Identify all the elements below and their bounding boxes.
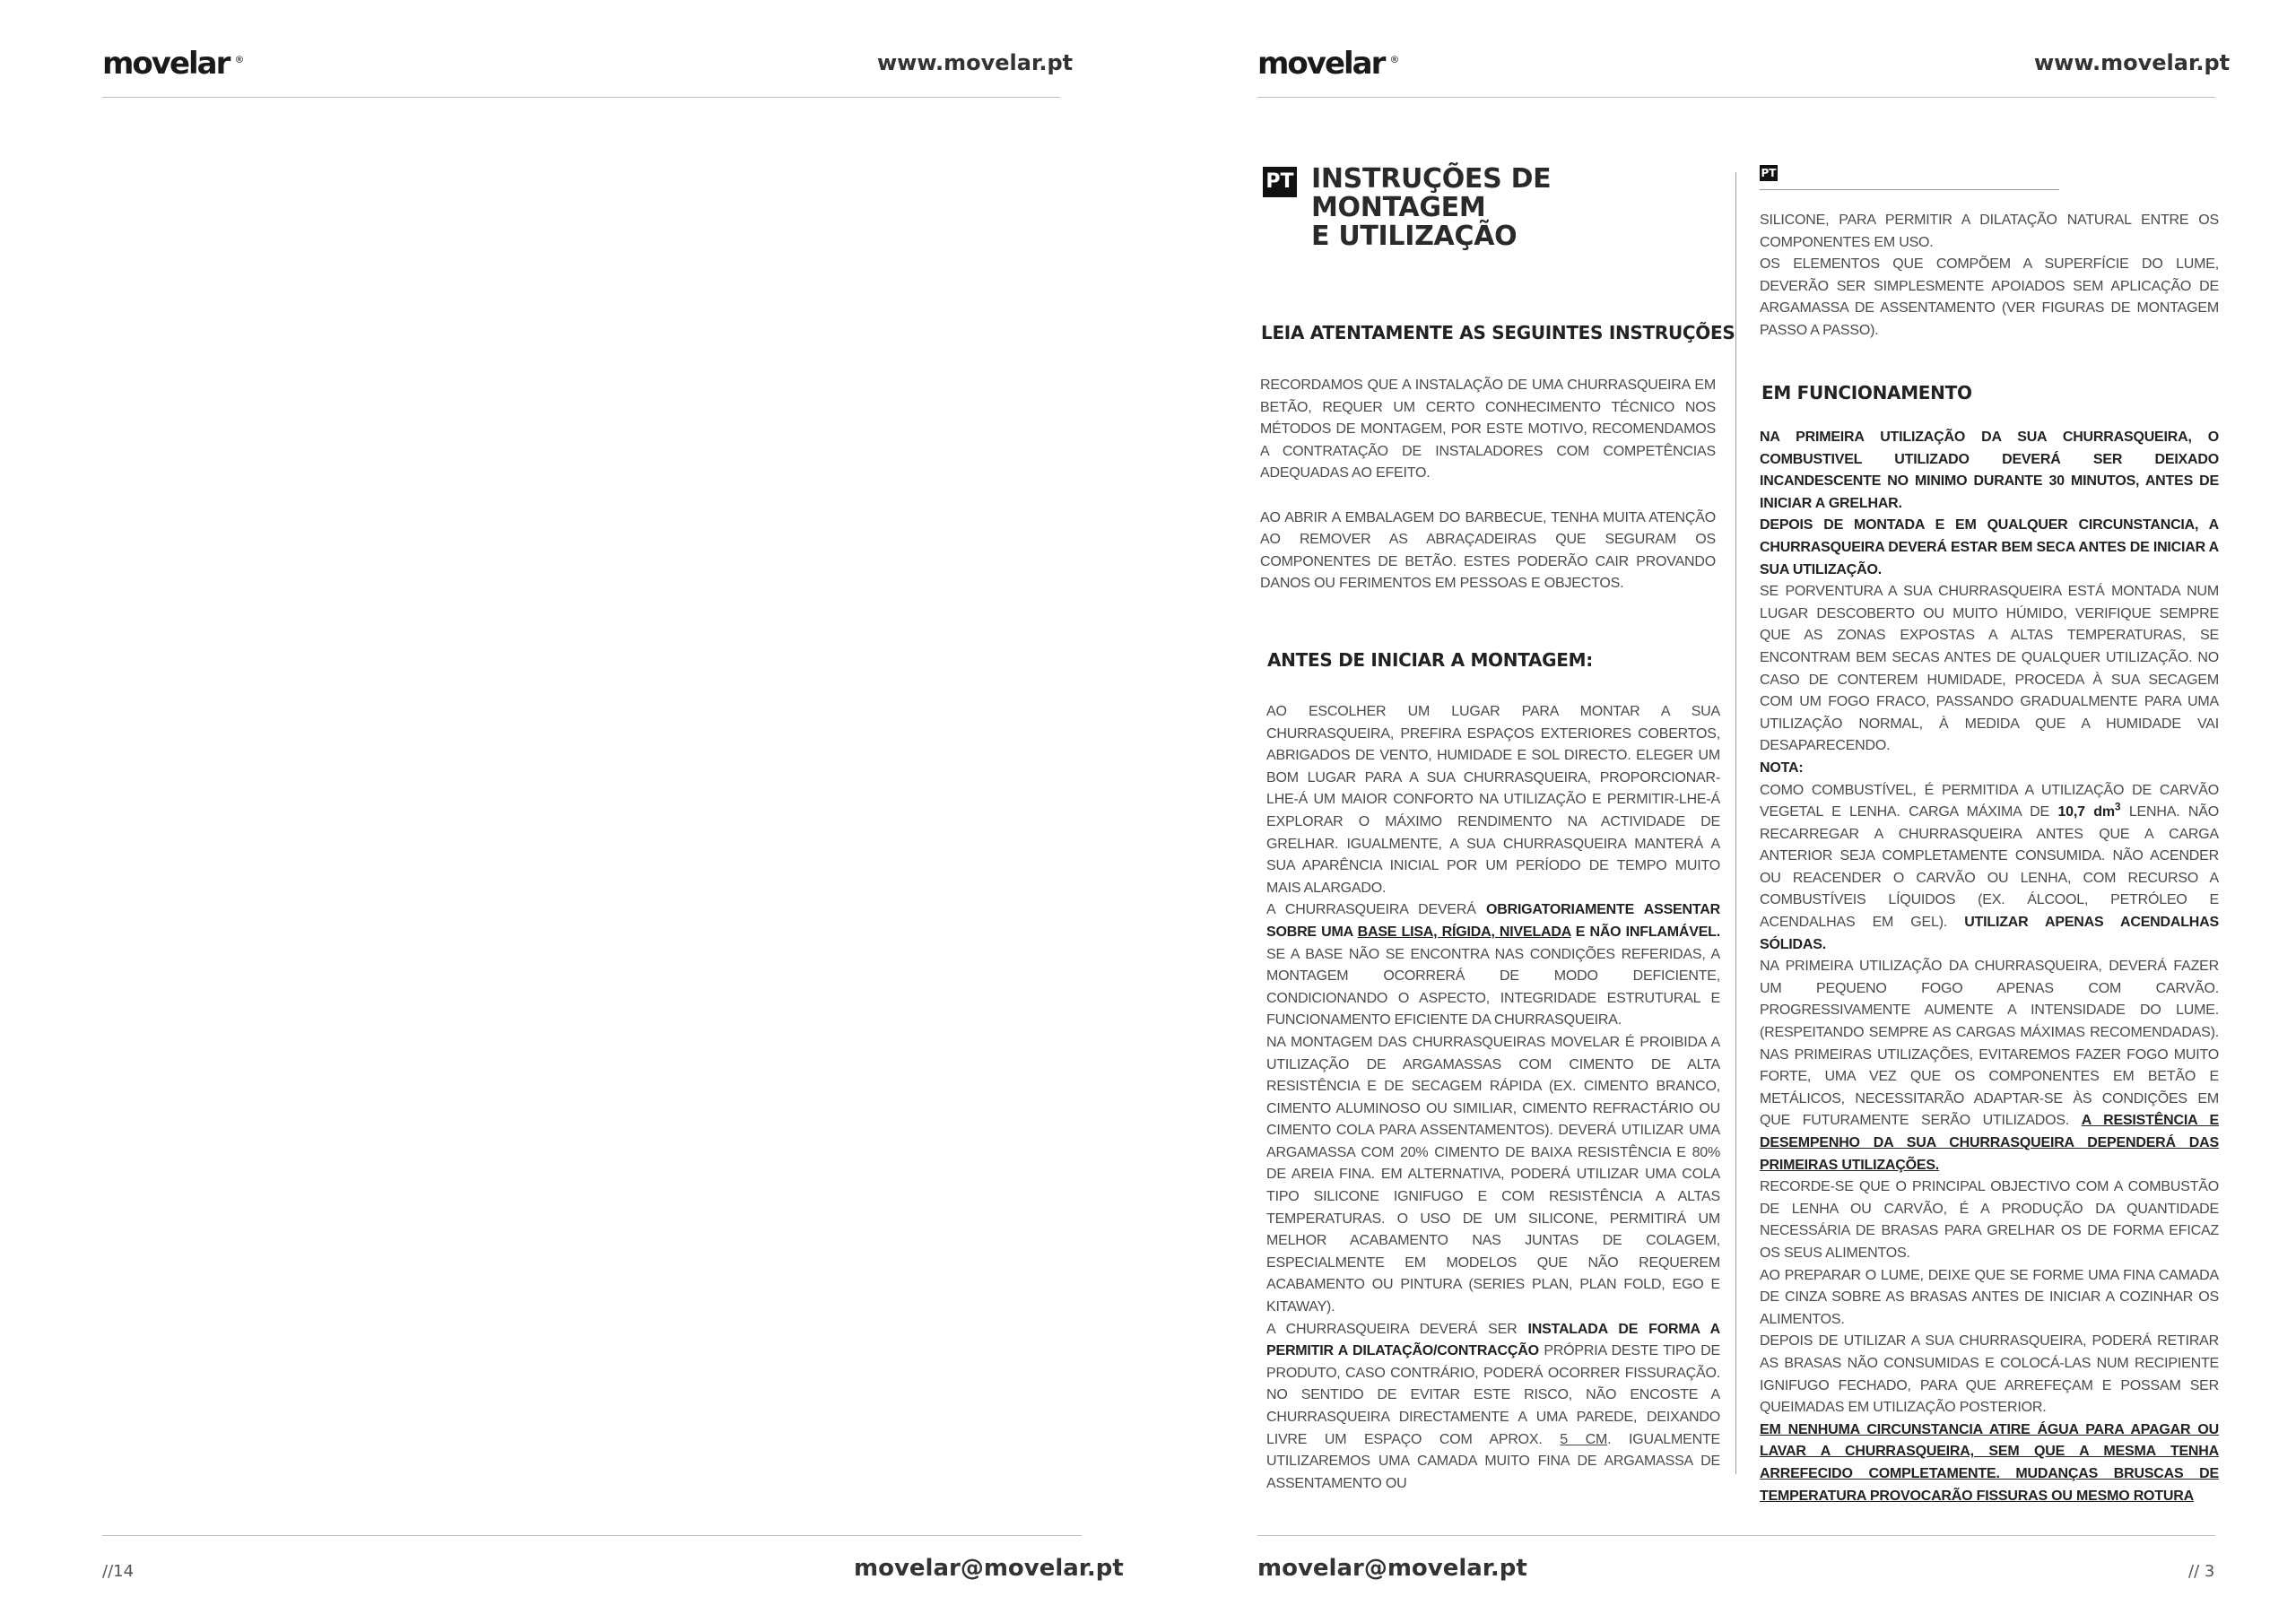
paragraph: AO ESCOLHER UM LUGAR PARA MONTAR A SUA CHURRASQUEIRA, PREFIRA ESPAÇOS EXTERIORES COBERTOS, ABRIGADOS DE VENTO, HUMIDADE E SOL DIRECTO. ELEGER UM BOM LUGAR PARA A SUA CHURRASQUEIRA, PROPORCIONAR-LHE-Á UM MAIOR CONFORTO NA UTILIZAÇÃO E PERMITIR-LHE-Á EXPLORAR O MÁXIMO RENDIMENTO NA ACTIVIDADE DE GRELHAR. IGUALMENTE, A SUA CHURRASQUEIRA MANTERÁ A SUA APARÊNCIA INICIAL POR UM PERÍODO DE TEMPO MUITO MAIS ALARGADO. xyxy=(1266,704,1720,896)
paragraph: AO ABRIR A EMBALAGEM DO BARBECUE, TENHA MUITA ATENÇÃO AO REMOVER AS ABRAÇADEIRAS QUE SEGURAM OS COMPONENTES DE BETÃO. ESTES PODERÃO CAIR PROVANDO DANOS OU FERIMENTOS EM PESSOAS E OBJECTOS. xyxy=(1260,509,1716,592)
right-footer-email[interactable]: movelar@movelar.pt xyxy=(1257,1555,1527,1582)
paragraph: A CHURRASQUEIRA DEVERÁ SER INSTALADA DE FORMA A PERMITIR A DILATAÇÃO/CONTRACÇÃO PRÓPRIA DESTE TIPO DE PRODUTO, CASO CONTRÁRIO, PODERÁ OCORRER FISSURAÇÃO. NO SENTIDO DE EVITAR ESTE RISCO, NÃO ENCOSTE A CHURRASQUEIRA DIRECTAMENTE A UMA PAREDE, DEIXANDO LIVRE UM ESPAÇO COM APROX. 5 CM. IGUALMENTE UTILIZAREMOS UMA CAMADA MUITO FINA DE ARGAMASSA DE ASSENTAMENTO OU xyxy=(1266,1321,1720,1491)
right-logo: movelar ® xyxy=(1257,46,1400,82)
paragraph: RECORDAMOS QUE A INSTALAÇÃO DE UMA CHURRASQUEIRA EM BETÃO, REQUER UM CERTO CONHECIMENTO TÉCNICO NOS MÉTODOS DE MONTAGEM, POR ESTE MOTIVO, RECOMENDAMOS A CONTRATAÇÃO DE INSTALADORES COM COMPETÊNCIAS ADEQUADAS AO EFEITO. xyxy=(1260,378,1716,482)
left-page-number: //14 xyxy=(102,1562,135,1581)
paragraph: SE PORVENTURA A SUA CHURRASQUEIRA ESTÁ MONTADA NUM LUGAR DESCOBERTO OU MUITO HÚMIDO, VERIFIQUE SEMPRE QUE AS ZONAS EXPOSTAS A ALTAS TEMPERATURAS, SE ENCONTRAM BEM SECAS ANTES DE QUALQUER UTILIZAÇÃO. NO CASO DE CONTEREM HUMIDADE, PROCEDA À SUA SECAGEM COM UM FOGO FRACO, PASSANDO GRADUALMENTE PARA UMA UTILIZAÇÃO NORMAL, À MEDIDA QUE A HUMIDADE VAI DESAPARECENDO. xyxy=(1760,584,2219,754)
note-label: NOTA: xyxy=(1760,759,1804,776)
heading-read-instructions: LEIA ATENTAMENTE AS SEGUINTES INSTRUÇÕES xyxy=(1261,322,1735,343)
continued-text-block xyxy=(1760,210,2219,343)
paragraph: SILICONE, PARA PERMITIR A DILATAÇÃO NATURAL ENTRE OS COMPONENTES EM USO. xyxy=(1760,213,2219,250)
assembly-text-block xyxy=(1266,701,1720,1495)
right-page-number: // 3 xyxy=(2188,1562,2215,1581)
left-logo: movelar ® xyxy=(102,46,245,82)
paragraph: NA MONTAGEM DAS CHURRASQUEIRAS MOVELAR É PROIBIDA A UTILIZAÇÃO DE ARGAMASSAS COM CIMENTO DE ALTA RESISTÊNCIA E DE SECAGEM RÁPIDA (EX. CIMENTO BRANCO, CIMENTO ALUMINOSO OU SIMILIAR, CIMENTO REFRACTÁRIO OU CIMENTO COLA PARA ASSENTAMENTOS). DEVERÁ UTILIZAR UMA ARGAMASSA COM 20% CIMENTO DE BAIXA RESISTÊNCIA E 80% DE AREIA FINA. EM ALTERNATIVA, PODERÁ UTILIZAR UMA COLA TIPO SILICONE IGNIFUGO E COM RESISTÊNCIA A ALTAS TEMPERATURAS. O USO DE UM SILICONE, PERMITIRÁ UM MELHOR ACABAMENTO NAS JUNTAS DE COLAGEM, ESPECIALMENTE EM MODELOS QUE NÃO REQUEREM ACABAMENTO OU PINTURA (SERIES PLAN, PLAN FOLD, EGO E KITAWAY). xyxy=(1266,1034,1720,1315)
right-header-url[interactable]: www.movelar.pt xyxy=(2034,50,2231,75)
left-footer-rule xyxy=(102,1535,1082,1536)
language-badge: PT xyxy=(1263,167,1297,197)
language-badge-small: PT xyxy=(1761,167,1777,179)
left-header-url[interactable]: www.movelar.pt xyxy=(877,50,1074,75)
paragraph: A CHURRASQUEIRA DEVERÁ OBRIGATORIAMENTE ASSENTAR SOBRE UMA BASE LISA, RÍGIDA, NIVELADA E NÃO INFLAMÁVEL. SE A BASE NÃO SE ENCONTRA NAS CONDIÇÕES REFERIDAS, A MONTAGEM OCORRERÁ DE MODO DEFICIENTE, CONDICIONANDO O ASPECTO, INTEGRIDADE ESTRUTURAL E FUNCIONAMENTO EFICIENTE DA CHURRASQUEIRA. xyxy=(1266,902,1720,1028)
paragraph: NA PRIMEIRA UTILIZAÇÃO DA CHURRASQUEIRA, DEVERÁ FAZER UM PEQUENO FOGO APENAS COM CARVÃO. PROGRESSIVAMENTE AUMENTE A INTENSIDADE DO LUME. (RESPEITANDO SEMPRE AS CARGAS MÁXIMAS RECOMENDADAS). NAS PRIMEIRAS UTILIZAÇÕES, EVITAREMOS FAZER FOGO MUITO FORTE, UMA VEZ QUE OS COMPONENTES EM BETÃO E METÁLICOS, NECESSITARÃO ADAPTAR-SE ÀS CONDIÇÕES EM QUE FUTURAMENTE SERÃO UTILIZADOS. A RESISTÊNCIA E DESEMPENHO DA SUA CHURRASQUEIRA DEPENDERÁ DAS PRIMEIRAS UTILIZAÇÕES. xyxy=(1760,959,2219,1173)
paragraph: NA PRIMEIRA UTILIZAÇÃO DA SUA CHURRASQUEIRA, O COMBUSTIVEL UTILIZADO DEVERÁ SER DEIXADO INCANDESCENTE NO MINIMO DURANTE 30 MINUTOS, ANTES DE INICIAR A GRELHAR. xyxy=(1760,430,2219,511)
operation-text-block xyxy=(1760,427,2219,1507)
right-footer-rule xyxy=(1257,1535,2215,1536)
paragraph: EM NENHUMA CIRCUNSTANCIA ATIRE ÁGUA PARA APAGAR OU LAVAR A CHURRASQUEIRA, SEM QUE A MESMA TENHA ARREFECIDO COMPLETAMENTE. MUDANÇAS BRUSCAS DE TEMPERATURA PROVOCARÃO FISSURAS OU MESMO ROTURA xyxy=(1760,1421,2219,1504)
column-header-rule xyxy=(1760,189,2059,190)
paragraph: DEPOIS DE UTILIZAR A SUA CHURRASQUEIRA, PODERÁ RETIRAR AS BRASAS NÃO CONSUMIDAS E COLOCÁ-LAS NUM RECIPIENTE IGNIFUGO FECHADO, PARA QUE ARREFEÇAM E POSSAM SER QUEIMADAS EM UTILIZAÇÃO POSTERIOR. xyxy=(1760,1333,2219,1416)
paragraph: RECORDE-SE QUE O PRINCIPAL OBJECTIVO COM A COMBUSTÃO DE LENHA OU CARVÃO, É A PRODUÇÃO DA QUANTIDADE NECESSÁRIA DE BRASAS PARA GRELHAR OS DE FORMA EFICAZ OS SEUS ALIMENTOS. xyxy=(1760,1179,2219,1261)
heading-before-assembly: ANTES DE INICIAR A MONTAGEM: xyxy=(1267,649,1593,671)
page-title: INSTRUÇÕES DE MONTAGEM E UTILIZAÇÃO xyxy=(1311,163,1552,252)
left-header-rule xyxy=(102,97,1060,98)
paragraph: DEPOIS DE MONTADA E EM QUALQUER CIRCUNSTANCIA, A CHURRASQUEIRA DEVERÁ ESTAR BEM SECA ANTES DE INICIAR A SUA UTILIZAÇÃO. xyxy=(1760,517,2219,577)
paragraph: OS ELEMENTOS QUE COMPÕEM A SUPERFÍCIE DO LUME, DEVERÃO SER SIMPLESMENTE APOIADOS SEM APLICAÇÃO DE ARGAMASSA DE ASSENTAMENTO (VER FIGURAS DE MONTAGEM PASSO A PASSO). xyxy=(1760,256,2219,338)
right-header-rule xyxy=(1257,97,2215,98)
heading-operation: EM FUNCIONAMENTO xyxy=(1761,382,1972,404)
paragraph: AO PREPARAR O LUME, DEIXE QUE SE FORME UMA FINA CAMADA DE CINZA SOBRE AS BRASAS ANTES DE INICIAR A COZINHAR OS ALIMENTOS. xyxy=(1760,1267,2219,1327)
column-divider xyxy=(1735,172,1736,1474)
left-footer-email[interactable]: movelar@movelar.pt xyxy=(854,1555,1124,1582)
intro-text-block xyxy=(1260,375,1716,595)
paragraph: COMO COMBUSTÍVEL, É PERMITIDA A UTILIZAÇÃO DE CARVÃO VEGETAL E LENHA. CARGA MÁXIMA DE 10,7 $dm^3$ LENHA. NÃO RECARREGAR A CHURRASQUEIRA ANTES QUE A CARGA ANTERIOR SEJA COMPLETAMENTE CONSUMIDA. NÃO ACENDER OU REACENDER O CARVÃO OU LENHA, COM RECURSO A COMBUSTÍVEIS LÍQUIDOS (EX. ÁLCOOL, PETRÓLEO E ACENDALHAS EM GEL). UTILIZAR APENAS ACENDALHAS SÓLIDAS. xyxy=(1760,782,2219,952)
